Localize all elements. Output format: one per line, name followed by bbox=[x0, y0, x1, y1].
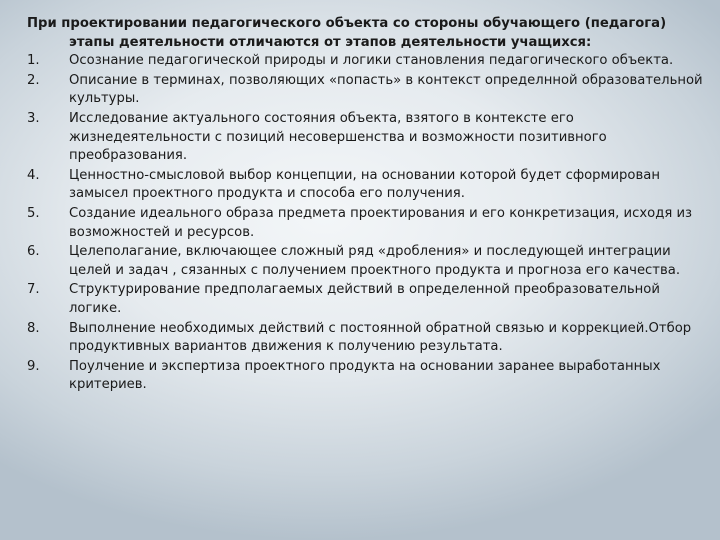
item-text: Описание в терминах, позволяющих «попасть» в контекст определнной образовательной культуры. bbox=[69, 72, 703, 107]
list-item bbox=[27, 358, 707, 395]
list-item bbox=[27, 281, 707, 318]
item-number: 4. bbox=[27, 167, 40, 183]
item-number: 9. bbox=[27, 358, 40, 374]
slide-content bbox=[27, 15, 707, 395]
item-text: Создание идеального образа предмета проектирования и его конкретизация, исходя из возможностей и ресурсов. bbox=[69, 205, 693, 240]
item-number: 7. bbox=[27, 282, 40, 298]
slide-heading bbox=[27, 15, 707, 52]
steps-list bbox=[27, 52, 707, 395]
item-number: 6. bbox=[27, 244, 40, 260]
item-text: Ценностно-смысловой выбор концепции, на основании которой будет сформирован замысел проектного продукта и способа его получения. bbox=[69, 167, 660, 202]
list-item bbox=[27, 205, 707, 242]
item-text: Целеполагание, включающее сложный ряд «дробления» и последующей интеграции целей и задач , сязанных с получением проектного продукта и прогноза его качества. bbox=[69, 244, 681, 278]
list-item bbox=[27, 72, 707, 109]
item-text: Исследование актуального состояния объекта, взятого в контексте его жизнедеятельности с позиций несовершенства и возможности позитивного преобразования. bbox=[69, 110, 607, 164]
item-number: 2. bbox=[27, 72, 40, 88]
list-item bbox=[27, 167, 707, 204]
item-text: Выполнение необходимых действий с постоянной обратной связью и коррекцией.Отбор продуктивных вариантов движения к получению результата. bbox=[69, 320, 692, 355]
list-item bbox=[27, 52, 707, 71]
heading-line-2: этапы деятельности отличаются от этапов деятельности учащихся: bbox=[69, 34, 592, 50]
list-item bbox=[27, 110, 707, 166]
item-number: 1. bbox=[27, 53, 40, 69]
item-text: Осознание педагогической природы и логики становления педагогического объекта. bbox=[69, 53, 674, 69]
list-item bbox=[27, 320, 707, 357]
list-item bbox=[27, 243, 707, 280]
item-number: 5. bbox=[27, 205, 40, 221]
item-number: 3. bbox=[27, 110, 40, 126]
heading-line-1: При проектировании педагогического объекта со стороны обучающего (педагога) bbox=[27, 16, 667, 31]
item-number: 8. bbox=[27, 320, 40, 336]
item-text: Структурирование предполагаемых действий в определенной преобразовательной логике. bbox=[69, 282, 660, 316]
item-text: Поулчение и экспертиза проектного продукта на основании заранее выработанных критериев. bbox=[69, 358, 661, 393]
